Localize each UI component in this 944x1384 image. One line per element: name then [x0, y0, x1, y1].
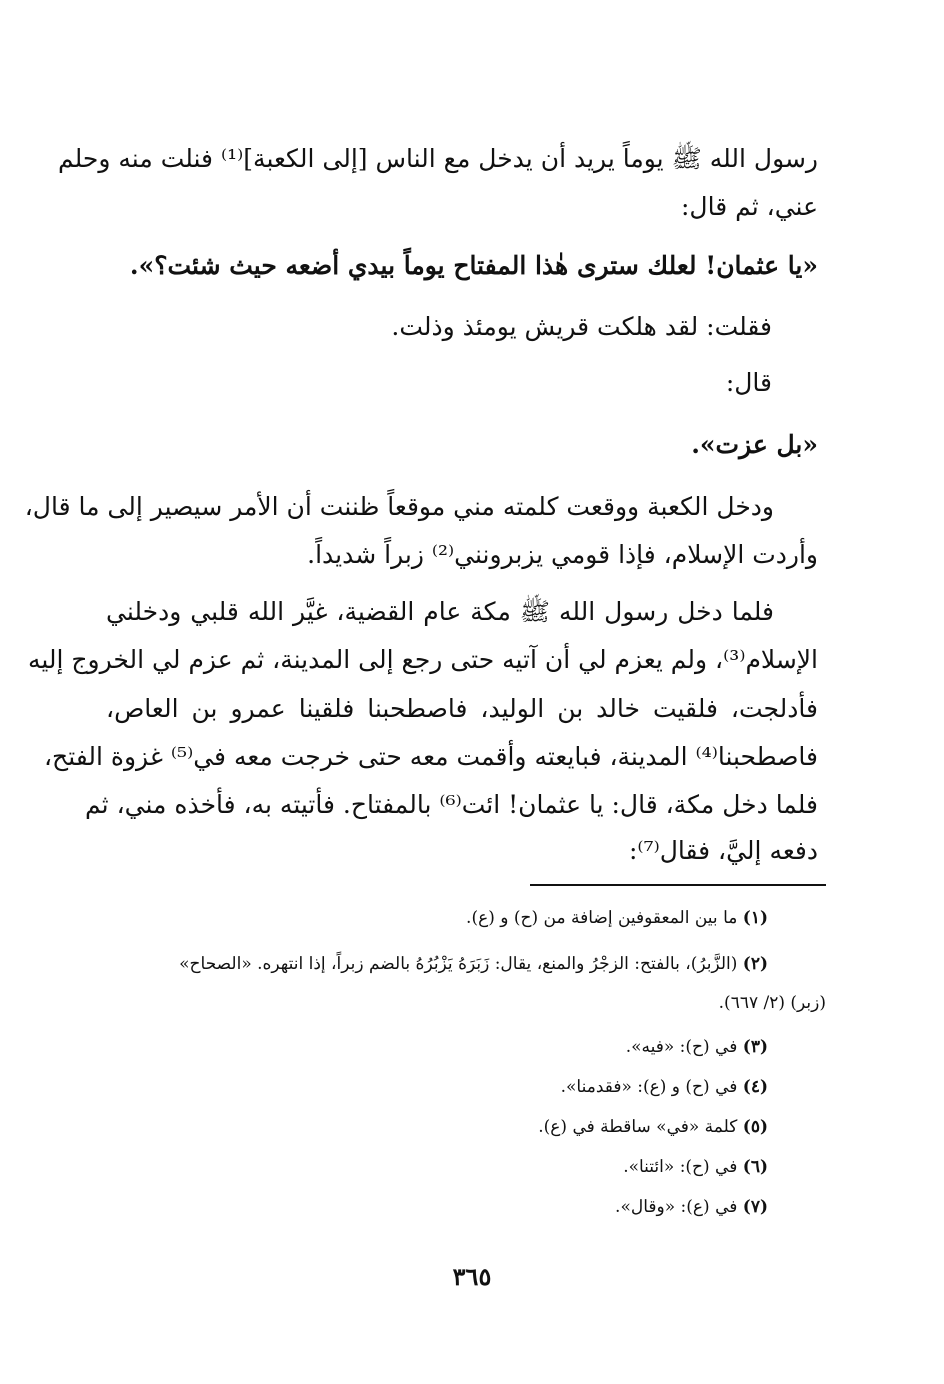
- footnote: [106, 905, 768, 931]
- footnote-number: (١): [742, 908, 768, 928]
- footnote-number: (٢): [742, 954, 768, 974]
- footnote-divider: [530, 884, 826, 886]
- body-line: الإسلام⁽³⁾، ولم يعزم لي أن آتيه حتى رجع إلى المدينة، ثم عزم لي الخروج إليه: [27, 645, 818, 674]
- body-line: فأدلجت، فلقيت خالد بن الوليد، فاصطحبنا فلقينا عمرو بن العاص،: [106, 694, 818, 723]
- footnote: [106, 1074, 768, 1100]
- quote-line: «يا عثمان! لعلك سترى هٰذا المفتاح يوماً بيدي أضعه حيث شئت؟».: [129, 251, 818, 280]
- footnote-number: (٣): [742, 1037, 768, 1057]
- footnote-number: (٤): [742, 1077, 768, 1097]
- footnote: [106, 1034, 768, 1060]
- footnote: [106, 1194, 768, 1220]
- body-line: عني، ثم قال:: [680, 192, 818, 221]
- body-line: قال:: [725, 368, 772, 397]
- footnote: [106, 1114, 768, 1140]
- body-line: دفعه إليَّ، فقال⁽⁷⁾:: [628, 836, 818, 865]
- footnote-continuation: [106, 990, 826, 1016]
- footnote: [106, 1154, 768, 1180]
- page-number: ٣٦٥: [452, 1262, 492, 1291]
- footnote-text: في (ح): «فيه».: [625, 1037, 738, 1057]
- body-line: وأردت الإسلام، فإذا قومي يزبرونني⁽²⁾ زبراً شديداً.: [307, 540, 818, 569]
- footnote-text: في (ع): «وقال».: [615, 1197, 738, 1217]
- body-line: فقلت: لقد هلكت قريش يومئذ وذلت.: [391, 312, 772, 341]
- body-line: فاصطحبنا⁽⁴⁾ المدينة، فبايعته وأقمت معه حتى خرجت معه في⁽⁵⁾ غزوة الفتح،: [43, 742, 818, 771]
- footnote-text: (زبر) (٢/ ٦٦٧).: [718, 993, 826, 1013]
- quote-line: «بل عزت».: [691, 430, 818, 459]
- footnote-text: كلمة «في» ساقطة في (ع).: [538, 1117, 738, 1137]
- footnote-text: ما بين المعقوفين إضافة من (ح) و (ع).: [466, 908, 738, 928]
- body-line: رسول الله ﷺ يوماً يريد أن يدخل مع الناس [إلى الكعبة]⁽¹⁾ فنلت منه وحلم: [58, 144, 818, 173]
- footnote-text: في (ح): «ائتنا».: [623, 1157, 738, 1177]
- footnote-text: في (ح) و (ع): «فقدمنا».: [560, 1077, 738, 1097]
- footnote-number: (٥): [742, 1117, 768, 1137]
- body-line: ودخل الكعبة ووقعت كلمته مني موقعاً ظننت أن الأمر سيصير إلى ما قال،: [24, 492, 774, 521]
- footnote: [106, 951, 768, 977]
- footnote-text: (الزَّبرُ)، بالفتح: الزجْرُ والمنع، يقال: زَبَرَهُ يَزْبُرُهُ بالضم زبراً، إذا انتهره. «الصحاح»: [179, 954, 738, 974]
- footnote-number: (٦): [742, 1157, 768, 1177]
- footnote-number: (٧): [742, 1197, 768, 1217]
- body-line: فلما دخل مكة، قال: يا عثمان! ائت⁽⁶⁾ بالمفتاح. فأتيته به، فأخذه مني، ثم: [85, 790, 818, 819]
- body-line: فلما دخل رسول الله ﷺ مكة عام القضية، غيَّر الله قلبي ودخلني: [106, 597, 774, 626]
